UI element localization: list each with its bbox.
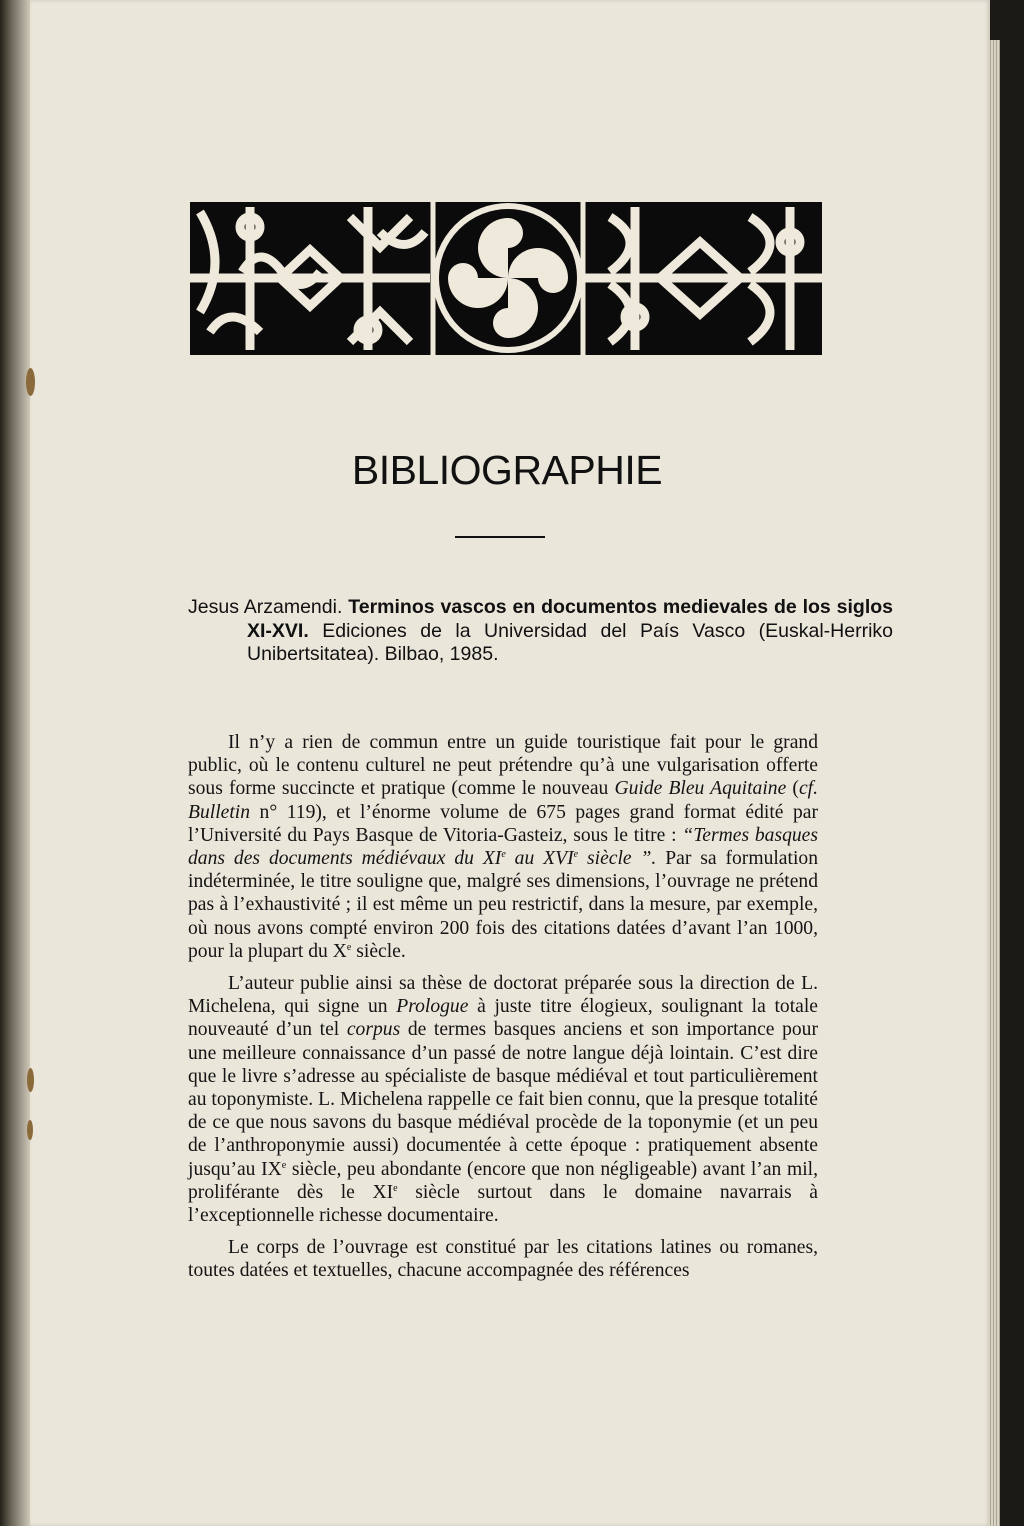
superscript: e xyxy=(346,941,352,953)
text-run: L’auteur publie ainsi sa thèse de doctorat préparée sous la direction de L. Michelena, qui signe un xyxy=(188,973,818,1018)
book-title-quote: au XVI xyxy=(505,848,574,870)
text-run: Le corps de l’ouvrage est constitué par les citations latines ou romanes, toutes datées et textuelles, chacune accompagnée des références xyxy=(188,1237,818,1282)
lauburu-ornament-icon xyxy=(190,202,822,355)
paragraph xyxy=(188,731,818,963)
text-run: siècle, peu abondante (encore que non négligeable) avant l’an mil, proliférante dès le XI xyxy=(188,1158,818,1203)
text-run: ( xyxy=(786,778,799,800)
corpus-word: corpus xyxy=(346,1019,401,1041)
superscript: e xyxy=(393,1182,398,1194)
citation-author: Jesus Arzamendi. xyxy=(188,596,343,618)
paragraph xyxy=(188,972,818,1227)
text-run: siècle surtout dans le domaine navarrais à l’exceptionnelle richesse documentaire. xyxy=(188,1181,818,1227)
text-run: n° 119), et l’énorme volume de 675 pages grand format édité par l’Université du Pays Basque de Vitoria-Gasteiz, sous le titre : xyxy=(188,801,818,846)
text-run: Par sa formulation indéterminée, le titre souligne que, malgré ses dimensions, l’ouvrage ne prétend pas à l’exhaustivité ; il est même un peu restrictif, dans la mesure, par exemple, où nous avons compté environ 200 fois des citations datées d’avant l’an 1000, pour la plupart du X xyxy=(188,848,818,962)
citation-publication: Ediciones de la Universidad del País Vasco (Euskal-Herriko Unibertsitatea). Bilbao, 1985. xyxy=(247,619,893,665)
bibliographic-citation xyxy=(188,596,893,667)
book-title-quote: siècle ”. xyxy=(578,848,657,870)
title-divider xyxy=(455,536,545,538)
text-run: Il n’y a rien de commun entre un guide touristique fait pour le grand public, où le contenu culturel ne peut prétendre qu’à une vulgarisation offerte sous forme succincte et pratique (comme le nouveau xyxy=(188,732,818,800)
text-run: siècle. xyxy=(351,940,406,962)
basque-ornament-banner xyxy=(190,202,822,355)
book-binding xyxy=(0,0,34,1526)
superscript: e xyxy=(573,849,579,861)
text-run: à juste titre élogieux, soulignant la totale nouveauté d’un tel xyxy=(188,996,818,1041)
guide-title: Guide Bleu Aquitaine xyxy=(614,778,787,800)
paper-stain xyxy=(26,368,35,396)
prologue-word: Prologue xyxy=(396,996,469,1018)
paragraph xyxy=(188,1236,818,1282)
superscript: e xyxy=(281,1159,287,1171)
text-run: de termes basques anciens et son importance pour une meilleure connaissance d’un passé de notre langue déjà lointain. C’est dire que le livre s’adresse au spécialiste de basque médiéval et tout particulièrement au toponymiste. L. Michelena rappelle ce fait bien connu, que la presque totalité de ce que nous savons du basque médiéval procède de la toponymie (et un peu de l’anthroponymie aussi) documentée à cette époque : pratiquement absente jusqu’au IX xyxy=(188,1019,819,1180)
book-title-quote: “Termes basques dans des documents médiévaux du XI xyxy=(188,824,818,870)
paper-stain xyxy=(27,1120,33,1140)
citation-work-title: Terminos vascos en documentos medievales de los siglos XI-XVI. xyxy=(247,596,894,642)
review-body xyxy=(188,731,818,1283)
page-edges xyxy=(988,40,1000,1526)
page-title: BIBLIOGRAPHIE xyxy=(351,447,663,493)
bulletin-ref: cf. Bulletin xyxy=(188,778,818,823)
paper-stain xyxy=(27,1068,34,1092)
superscript: e xyxy=(501,849,506,861)
